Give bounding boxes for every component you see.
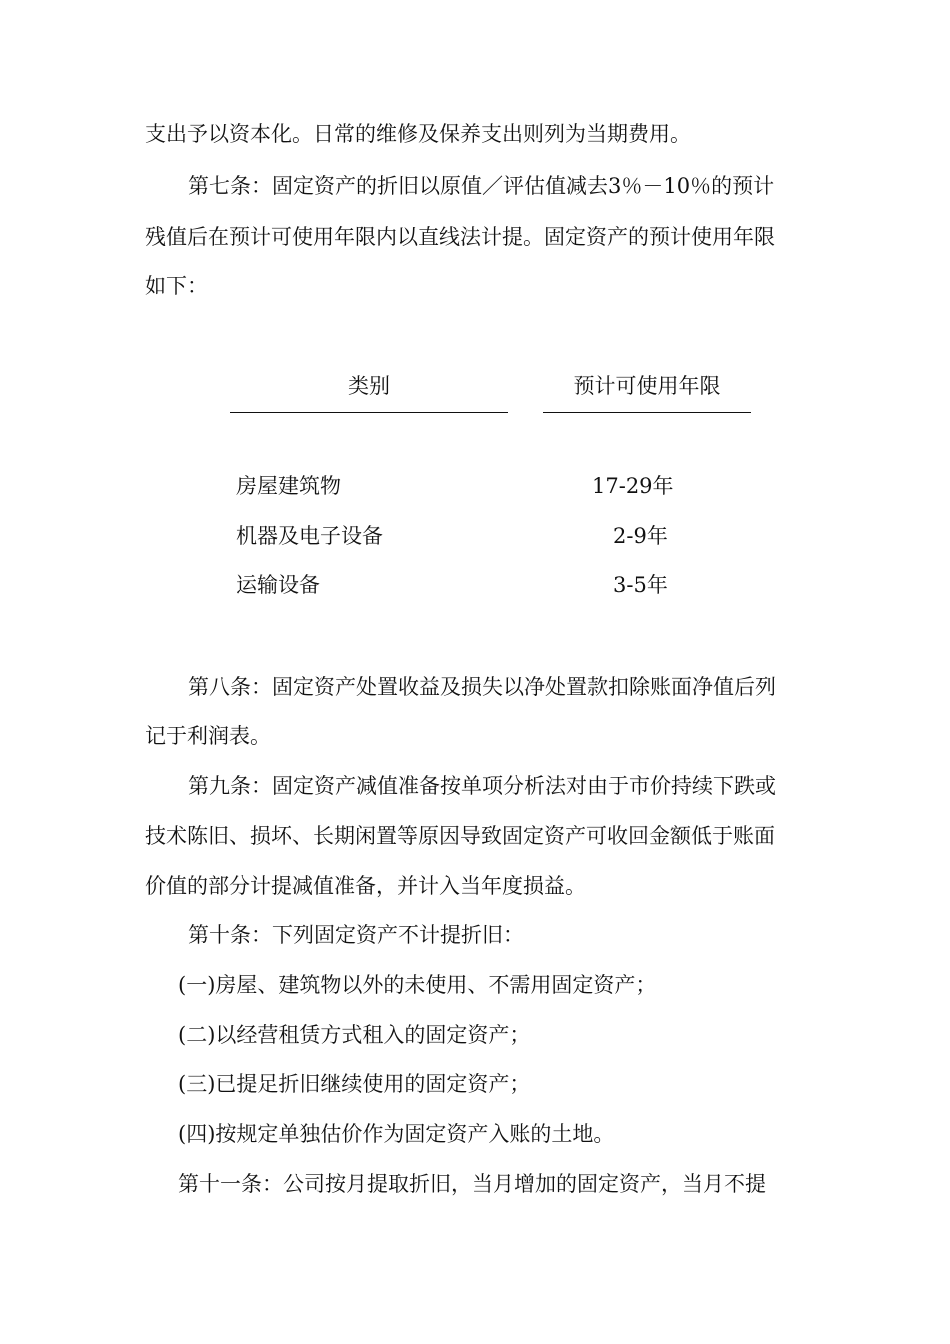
table-cell-category: 运输设备: [236, 573, 320, 597]
article-9-line-3: 价值的部分计提减值准备，并计入当年度损益。: [145, 874, 586, 898]
table-header-rule-right: [543, 412, 751, 413]
table-header-category: 类别: [348, 374, 390, 398]
table-cell-years: 17-29年: [592, 474, 674, 498]
table-header-useful-life: 预计可使用年限: [573, 374, 721, 398]
article-10-item-1: (一)房屋、建筑物以外的未使用、不需用固定资产；: [178, 973, 657, 997]
table-header-rule-left: [230, 412, 508, 413]
article-10-item-4: (四)按规定单独估价作为固定资产入账的土地。: [178, 1122, 615, 1146]
paragraph-6-tail: 支出予以资本化。日常的维修及保养支出则列为当期费用。: [145, 122, 691, 146]
table-cell-years: 3-5年: [613, 573, 668, 597]
article-10-title: 第十条：下列固定资产不计提折旧：: [188, 923, 524, 947]
article-10-item-3: (三)已提足折旧继续使用的固定资产；: [178, 1072, 531, 1096]
table-cell-years: 2-9年: [613, 524, 668, 548]
article-8-line-2: 记于利润表。: [145, 724, 271, 748]
article-10-item-2: (二)以经营租赁方式租入的固定资产；: [178, 1023, 531, 1047]
article-7-line-2: 残值后在预计可使用年限内以直线法计提。固定资产的预计使用年限: [145, 225, 775, 249]
article-11-line-1: 第十一条：公司按月提取折旧，当月增加的固定资产，当月不提: [178, 1172, 766, 1196]
article-9-line-2: 技术陈旧、损坏、长期闲置等原因导致固定资产可收回金额低于账面: [145, 824, 775, 848]
article-8-line-1: 第八条：固定资产处置收益及损失以净处置款扣除账面净值后列: [188, 675, 776, 699]
article-7-line-3: 如下：: [145, 274, 208, 298]
table-cell-category: 机器及电子设备: [236, 524, 383, 548]
article-7-line-1: 第七条：固定资产的折旧以原值／评估值减去3％－10％的预计: [188, 174, 775, 198]
article-9-line-1: 第九条：固定资产减值准备按单项分析法对由于市价持续下跌或: [188, 774, 776, 798]
table-cell-category: 房屋建筑物: [236, 474, 341, 498]
